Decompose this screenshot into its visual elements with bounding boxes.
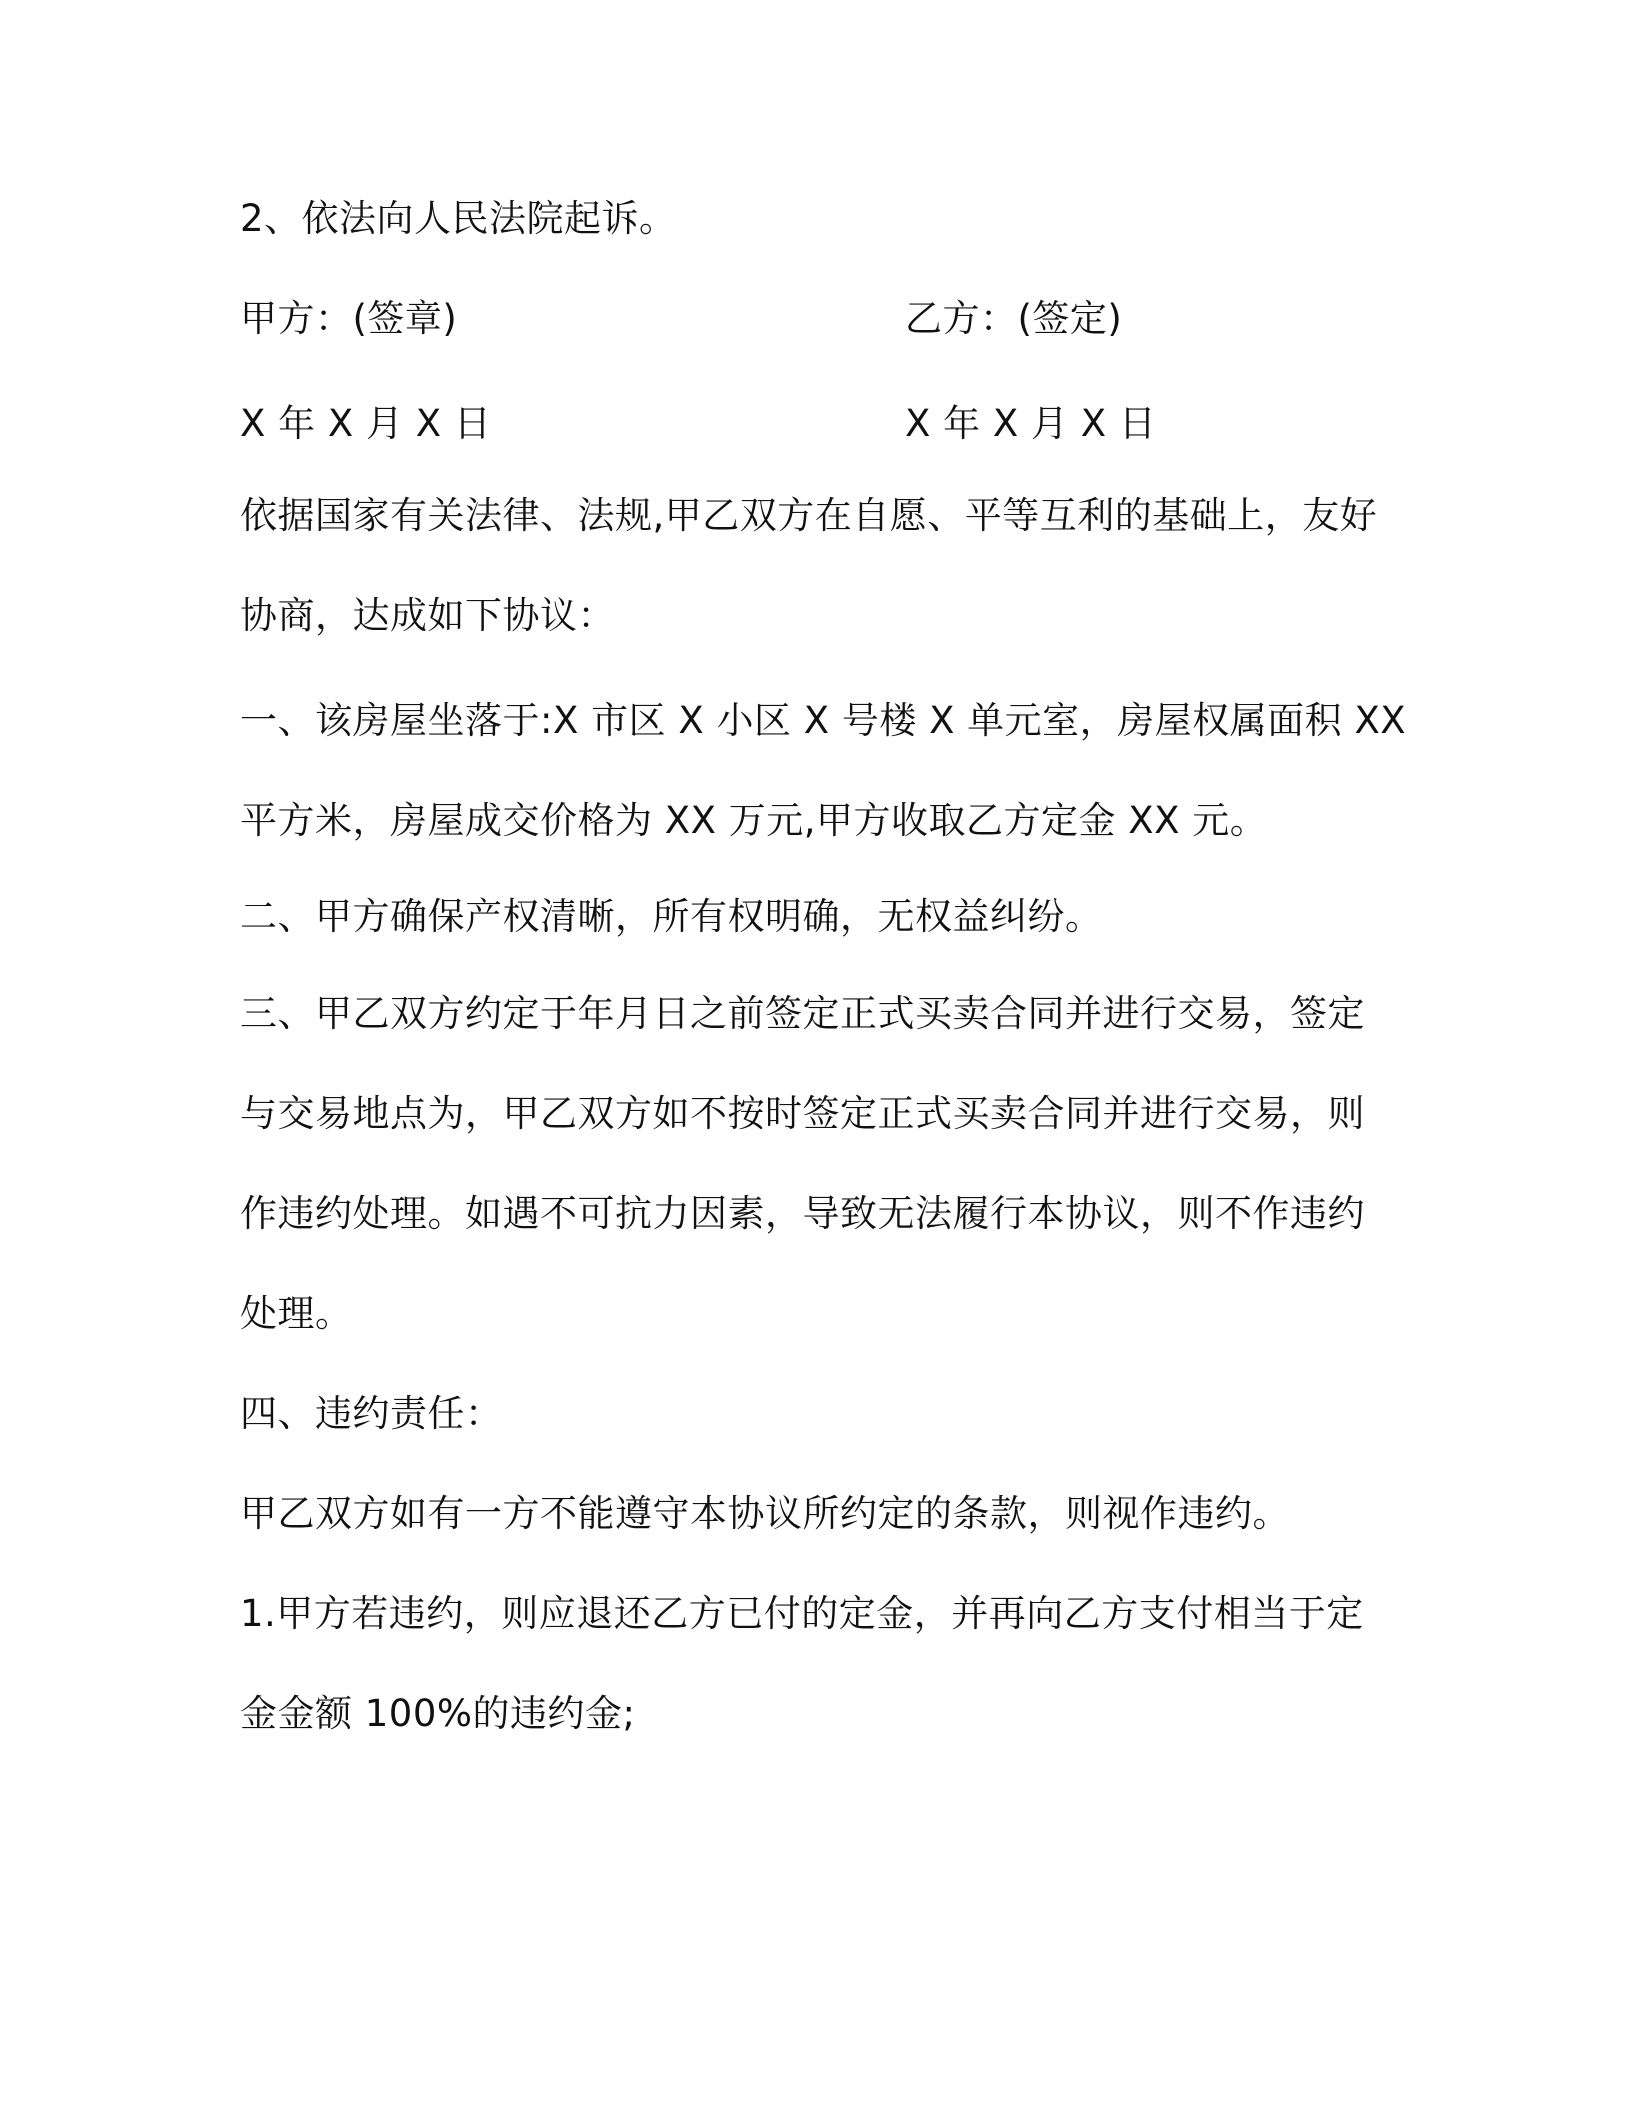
clause-1-line-2: 平方米，房屋成交价格为 XX 万元,甲方收取乙方定金 XX 元。 (240, 799, 1268, 842)
party-a-date: X 年 X 月 X 日 (240, 402, 492, 445)
party-a-signature-label: 甲方：(签章) (240, 297, 458, 340)
breach-statement: 甲乙双方如有一方不能遵守本协议所约定的条款，则视作违约。 (240, 1492, 1290, 1535)
clause-3-line-3: 作违约处理。如遇不可抗力因素，导致无法履行本协议，则不作违约 (240, 1192, 1365, 1235)
clause-3-line-1: 三、甲乙双方约定于年月日之前签定正式买卖合同并进行交易，签定 (240, 992, 1365, 1035)
clause-1-line-1: 一、该房屋坐落于:X 市区 X 小区 X 号楼 X 单元室，房屋权属面积 XX (240, 699, 1407, 742)
party-b-signature-label: 乙方：(签定) (905, 297, 1123, 340)
clause-2-title-rights: 二、甲方确保产权清晰，所有权明确，无权益纠纷。 (240, 895, 1103, 938)
clause-2-lawsuit: 2、依法向人民法院起诉。 (240, 197, 677, 240)
clause-3-line-2: 与交易地点为，甲乙双方如不按时签定正式买卖合同并进行交易，则 (240, 1092, 1365, 1135)
clause-4-heading: 四、违约责任： (240, 1392, 503, 1435)
breach-item-1-line-1: 1.甲方若违约，则应退还乙方已付的定金，并再向乙方支付相当于定 (240, 1592, 1364, 1635)
preamble-line-2: 协商，达成如下协议： (240, 594, 615, 637)
breach-item-1-line-2: 金金额 100%的违约金; (240, 1692, 636, 1735)
clause-3-line-4: 处理。 (240, 1292, 353, 1335)
party-b-date: X 年 X 月 X 日 (905, 402, 1157, 445)
preamble-line-1: 依据国家有关法律、法规,甲乙双方在自愿、平等互利的基础上，友好 (240, 494, 1378, 537)
